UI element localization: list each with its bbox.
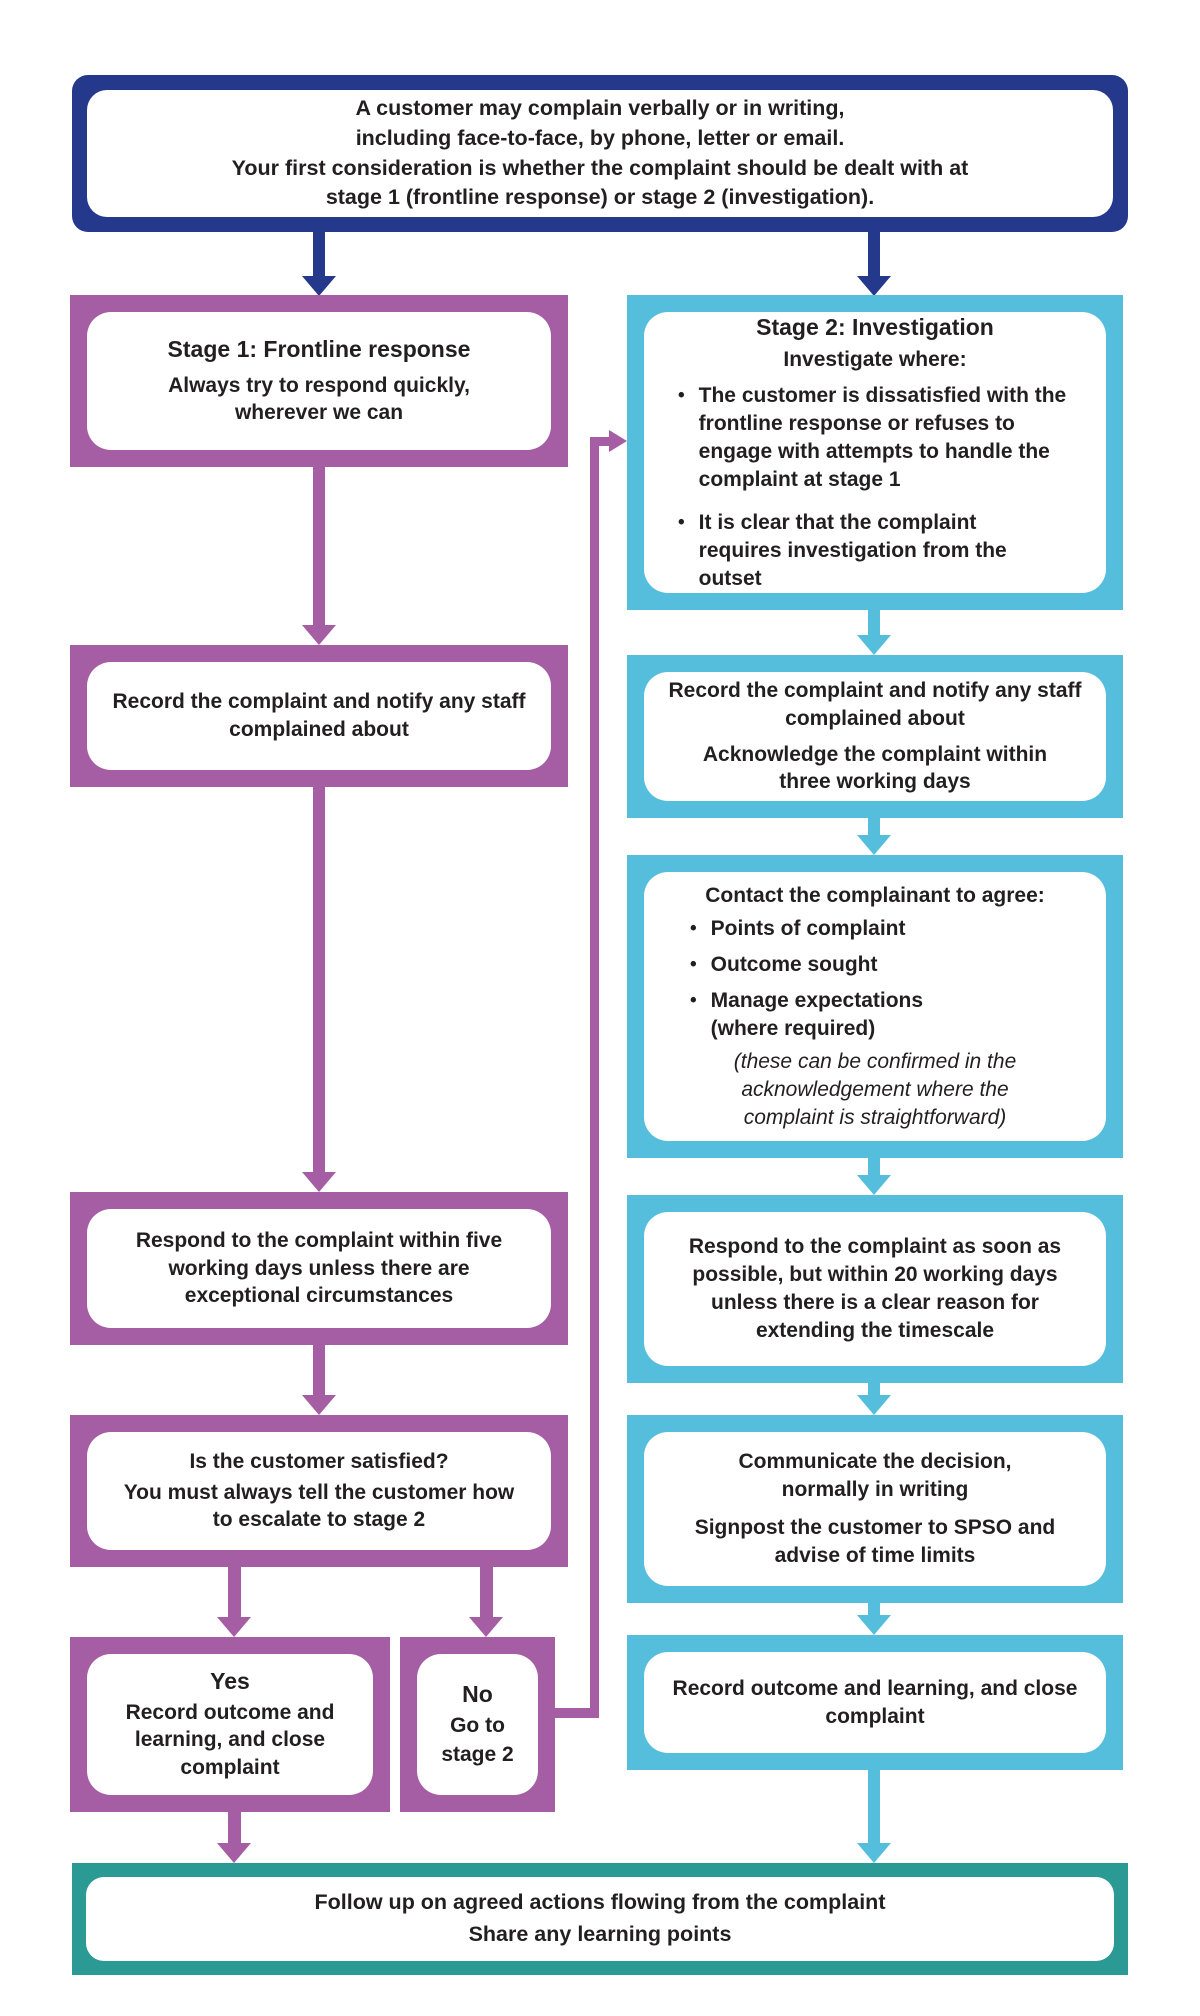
stage2-contact-bullet1 [690,915,1084,943]
stage2-subtitle: Investigate where: [783,348,967,372]
stage1-intro-body: Always try to respond quickly, wherever we can [168,373,470,425]
stage2-contact-inner [644,872,1106,1141]
stage2-intro-bullet1-text: The customer is dissatisfied with the frontline response or refuses to engage with attempts to handle the complaint at stage 1 [698,384,1067,491]
stage2-contact-bullets [662,915,1088,1042]
yes-title: Yes [210,1667,250,1694]
stage2-respond-box [627,1195,1123,1383]
stage1-arrow3-head [302,1395,336,1415]
stage2-contact-bullet3-line2: (where required) [710,1016,876,1040]
start-box [72,75,1128,232]
stage2-contact-bullet2 [690,951,1084,979]
yes-body: Record outcome and learning, and close complaint [125,1700,335,1780]
stage2-contact-bullet2-text: Outcome sought [710,953,878,977]
stage1-respond-inner [87,1209,551,1328]
stage2-contact-bullet3 [690,987,1084,1042]
bullet-icon: • [690,954,697,976]
stage2-respond-inner [644,1212,1106,1366]
stage2-to-followup-arrow-head [857,1843,891,1863]
stage1-respond-bold: five working days [168,1228,503,1280]
satisfied-to-yes-arrow-stem [228,1567,241,1617]
stage1-record-inner [87,662,551,770]
stage1-intro-inner [87,312,551,450]
start-to-stage2-arrow-stem [868,230,880,276]
stage2-arrow3-stem [868,1158,880,1176]
stage2-arrow2-stem [868,818,880,836]
stage2-arrow1-head [857,635,891,655]
stage2-respond-bold: 20 working days [894,1263,1058,1287]
no-to-stage2-connector-vertical [590,437,599,1718]
satisfied-to-no-arrow-head [469,1617,503,1637]
bullet-icon: • [690,989,697,1011]
stage1-intro-box [70,295,568,467]
stage2-contact-bullet3-text [711,987,923,1042]
stage2-contact-bullet1-text: Points of complaint [710,917,906,941]
stage1-satisfied-inner [87,1432,551,1550]
stage2-respond-pre: Respond to the complaint as soon as possible, but within [688,1235,1062,1287]
stage2-contact-box [627,855,1123,1158]
stage2-contact-bullet3-line1: Manage expectations [710,988,924,1012]
stage1-satisfied-line1: Is the customer satisfied? [189,1449,449,1473]
stage1-record-box [70,645,568,787]
stage2-intro-bullets [662,382,1088,592]
stage1-satisfied-line2: You must always tell the customer how to escalate to stage 2 [123,1480,515,1532]
bullet-icon: • [678,385,685,407]
stage1-respond-text [119,1227,519,1311]
stage2-acknowledge-para2-pre: Acknowledge the complaint within [702,742,1048,766]
stage2-title: Stage 2: Investigation [756,313,994,340]
stage1-respond-pre: Respond to the complaint within [135,1228,466,1252]
yes-box [70,1637,390,1812]
followup-inner [86,1877,1114,1961]
stage2-intro-inner [644,312,1106,593]
no-box [400,1637,555,1812]
bullet-icon: • [690,918,697,940]
stage2-arrow3-head [857,1175,891,1195]
followup-line1: Follow up on agreed actions flowing from the complaint [314,1890,886,1915]
start-line2: including face-to-face, by phone, letter or email. [355,125,845,150]
followup-box [72,1863,1128,1975]
stage2-intro-bullet1 [678,382,1084,493]
yes-box-inner [87,1654,373,1795]
stage1-respond-post: unless there are exceptional circumstances [184,1256,470,1308]
stage2-acknowledge-box [627,655,1123,818]
yes-to-followup-arrow-head [217,1843,251,1863]
start-line4-bold1: stage 1 (frontline response) [325,185,608,210]
no-title: No [462,1680,493,1707]
stage2-acknowledge-inner [644,672,1106,801]
stage2-decision-para2: Signpost the customer to SPSO and advise of time limits [694,1516,1056,1567]
stage2-contact-intro: Contact the complainant to agree: [705,883,1045,907]
stage1-arrow2-head [302,1172,336,1192]
stage2-contact-note: (these can be confirmed in the acknowledgement where the complaint is straightforward) [733,1050,1017,1129]
stage1-arrow1-stem [313,467,325,625]
start-line4 [326,183,874,213]
start-to-stage1-arrow-head [302,276,336,296]
start-line3: Your first consideration is whether the complaint should be dealt with at [231,155,969,180]
stage2-record-text: Record outcome and learning, and close complaint [672,1676,1078,1728]
stage2-acknowledge-para1: Record the complaint and notify any staff complained about [668,678,1082,730]
stage1-arrow1-head [302,625,336,645]
no-to-stage2-connector-head [609,430,627,452]
stage1-title: Stage 1: Frontline response [167,335,471,362]
satisfied-to-no-arrow-stem [480,1567,493,1617]
yes-to-followup-arrow-stem [228,1812,241,1844]
start-line1: A customer may complain verbally or in writing, [355,96,845,121]
stage2-intro-bullet2-text: It is clear that the complaint requires investigation from the outset [698,511,1007,590]
bullet-icon: • [678,512,685,534]
stage2-intro-bullet2 [678,509,1084,592]
stage1-respond-box [70,1192,568,1345]
start-to-stage1-arrow-stem [313,230,325,276]
stage2-intro-box [627,295,1123,610]
stage2-acknowledge-para2 [703,741,1047,797]
start-line4-mid: or [607,185,642,210]
stage2-arrow1-stem [868,610,880,636]
stage1-arrow3-stem [313,1345,325,1395]
no-to-stage2-connector-top [590,437,610,446]
no-box-inner [417,1654,538,1795]
start-to-stage2-arrow-head [857,276,891,296]
stage2-arrow5-head [857,1615,891,1635]
start-box-inner [87,90,1113,217]
followup-line2: Share any learning points [468,1922,732,1946]
stage2-respond-post: unless there is a clear reason for extending the timescale [711,1291,1039,1342]
stage2-record-inner [644,1652,1106,1753]
stage2-decision-inner [644,1432,1106,1586]
stage2-arrow4-head [857,1395,891,1415]
stage2-to-followup-arrow-stem [868,1770,880,1844]
no-line1: Go to [450,1713,505,1737]
satisfied-to-yes-arrow-head [217,1617,251,1637]
start-line4-bold2: stage 2 (investigation). [641,185,875,210]
stage2-decision-box [627,1415,1123,1603]
no-line2: stage 2 [441,1743,514,1767]
stage2-acknowledge-para2-bold: three working days [779,770,971,794]
stage1-record-text: Record the complaint and notify any staff complained about [112,690,526,741]
stage2-decision-para1: Communicate the decision, normally in writing [738,1450,1012,1502]
stage1-satisfied-box [70,1415,568,1567]
stage1-arrow2-stem [313,787,325,1172]
stage2-respond-text [666,1233,1084,1345]
stage2-record-box [627,1635,1123,1770]
stage2-arrow2-head [857,835,891,855]
